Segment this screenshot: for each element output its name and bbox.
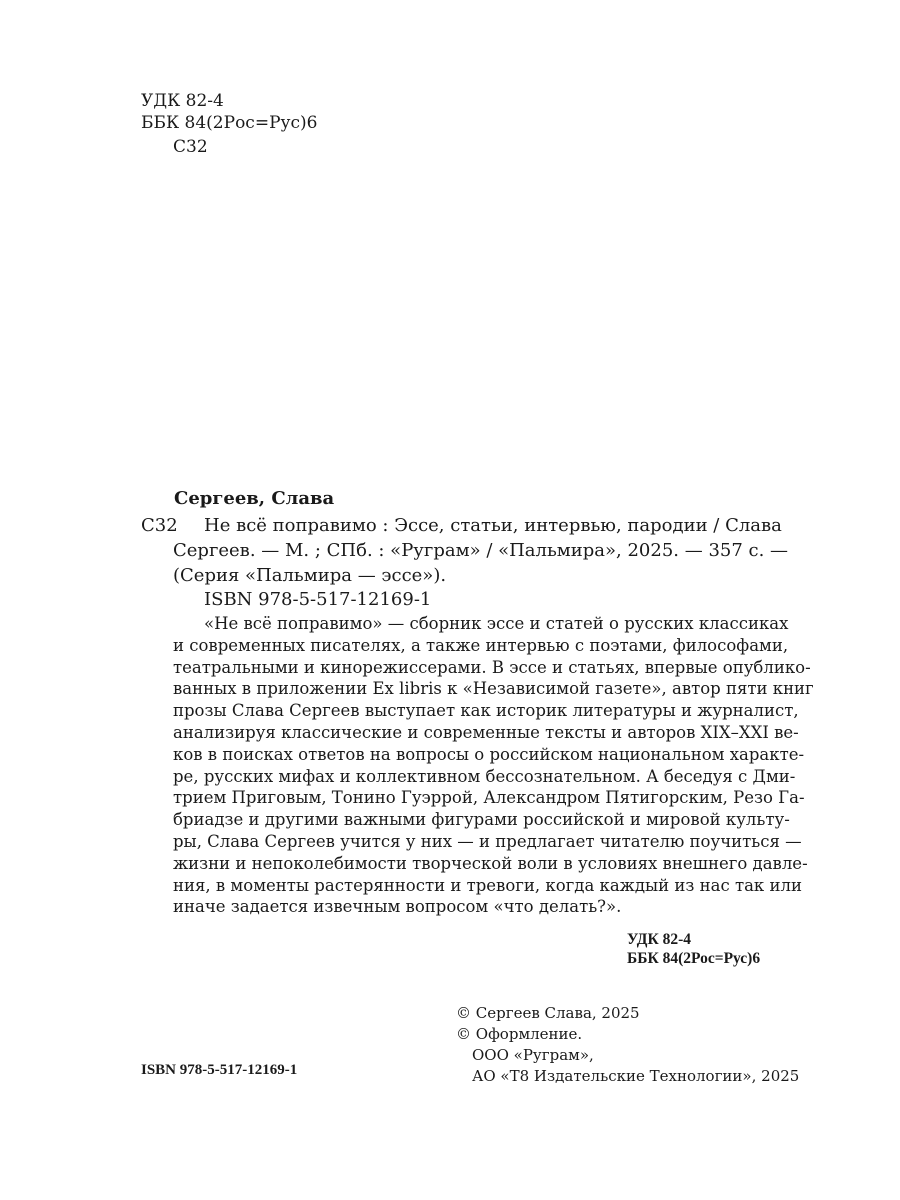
annotation-line: бриадзе и другими важными фигурами российской и мировой культу- xyxy=(173,810,790,830)
annotation-line: жизни и непоколебимости творческой воли в условиях внешнего давле- xyxy=(173,853,808,873)
copyright-publisher: АО «Т8 Издательские Технологии», 2025 xyxy=(472,1067,800,1085)
copyright-author: © Сергеев Слава, 2025 xyxy=(456,1004,640,1022)
copyright-publisher: ООО «Руграм», xyxy=(472,1046,594,1064)
copyright-design: © Оформление. xyxy=(456,1025,583,1043)
author-heading: Сергеев, Слава xyxy=(174,488,335,509)
annotation-line: прозы Слава Сергеев выступает как историк литературы и журналист, xyxy=(173,701,799,721)
footer-isbn: ISBN 978-5-517-12169-1 xyxy=(141,1062,298,1078)
bottom-udk-code: УДК 82-4 xyxy=(627,931,691,948)
annotation-line: и современных писателях, а также интервью с поэтами, философами, xyxy=(173,635,789,655)
bib-title-line: Не всё поправимо : Эссе, статьи, интервью, пародии / Слава xyxy=(204,515,782,536)
annotation-line: иначе задается извечным вопросом «что делать?». xyxy=(173,897,622,917)
annotation-line: трием Приговым, Тонино Гуэррой, Александром Пятигорским, Резо Га- xyxy=(173,788,805,808)
entry-author-code: С32 xyxy=(141,515,178,536)
annotation-line: «Не всё поправимо» — сборник эссе и статей о русских классиках xyxy=(204,614,789,633)
top-bbk-code: ББК 84(2Рос=Рус)6 xyxy=(141,113,318,133)
annotation-line: ры, Слава Сергеев учится у них — и предлагает читателю поучиться — xyxy=(173,831,802,851)
top-udk-code: УДК 82-4 xyxy=(141,91,224,111)
annotation-line: ков в поисках ответов на вопросы о российском национальном характе- xyxy=(173,744,805,764)
annotation-line: анализируя классические и современные тексты и авторов XIX–XXI ве- xyxy=(173,722,799,742)
annotation-line: театральными и кинорежиссерами. В эссе и статьях, впервые опублико- xyxy=(173,657,811,677)
bottom-bbk-code: ББК 84(2Рос=Рус)6 xyxy=(627,950,761,967)
record-isbn: ISBN 978-5-517-12169-1 xyxy=(204,589,432,610)
top-author-code: С32 xyxy=(173,137,208,157)
annotation-paragraph xyxy=(173,613,814,918)
annotation-line: ре, русских мифах и коллективном бессознательном. А беседуя с Дми- xyxy=(173,766,796,786)
annotation-line: ния, в моменты растерянности и тревоги, когда каждый из нас так или xyxy=(173,875,802,895)
annotation-line: ванных в приложении Ex libris к «Независимой газете», автор пяти книг xyxy=(173,679,814,699)
bib-title-line: (Серия «Пальмира — эссе»). xyxy=(173,565,447,586)
bib-title-line: Сергеев. — М. ; СПб. : «Руграм» / «Пальмира», 2025. — 357 с. — xyxy=(173,540,789,561)
